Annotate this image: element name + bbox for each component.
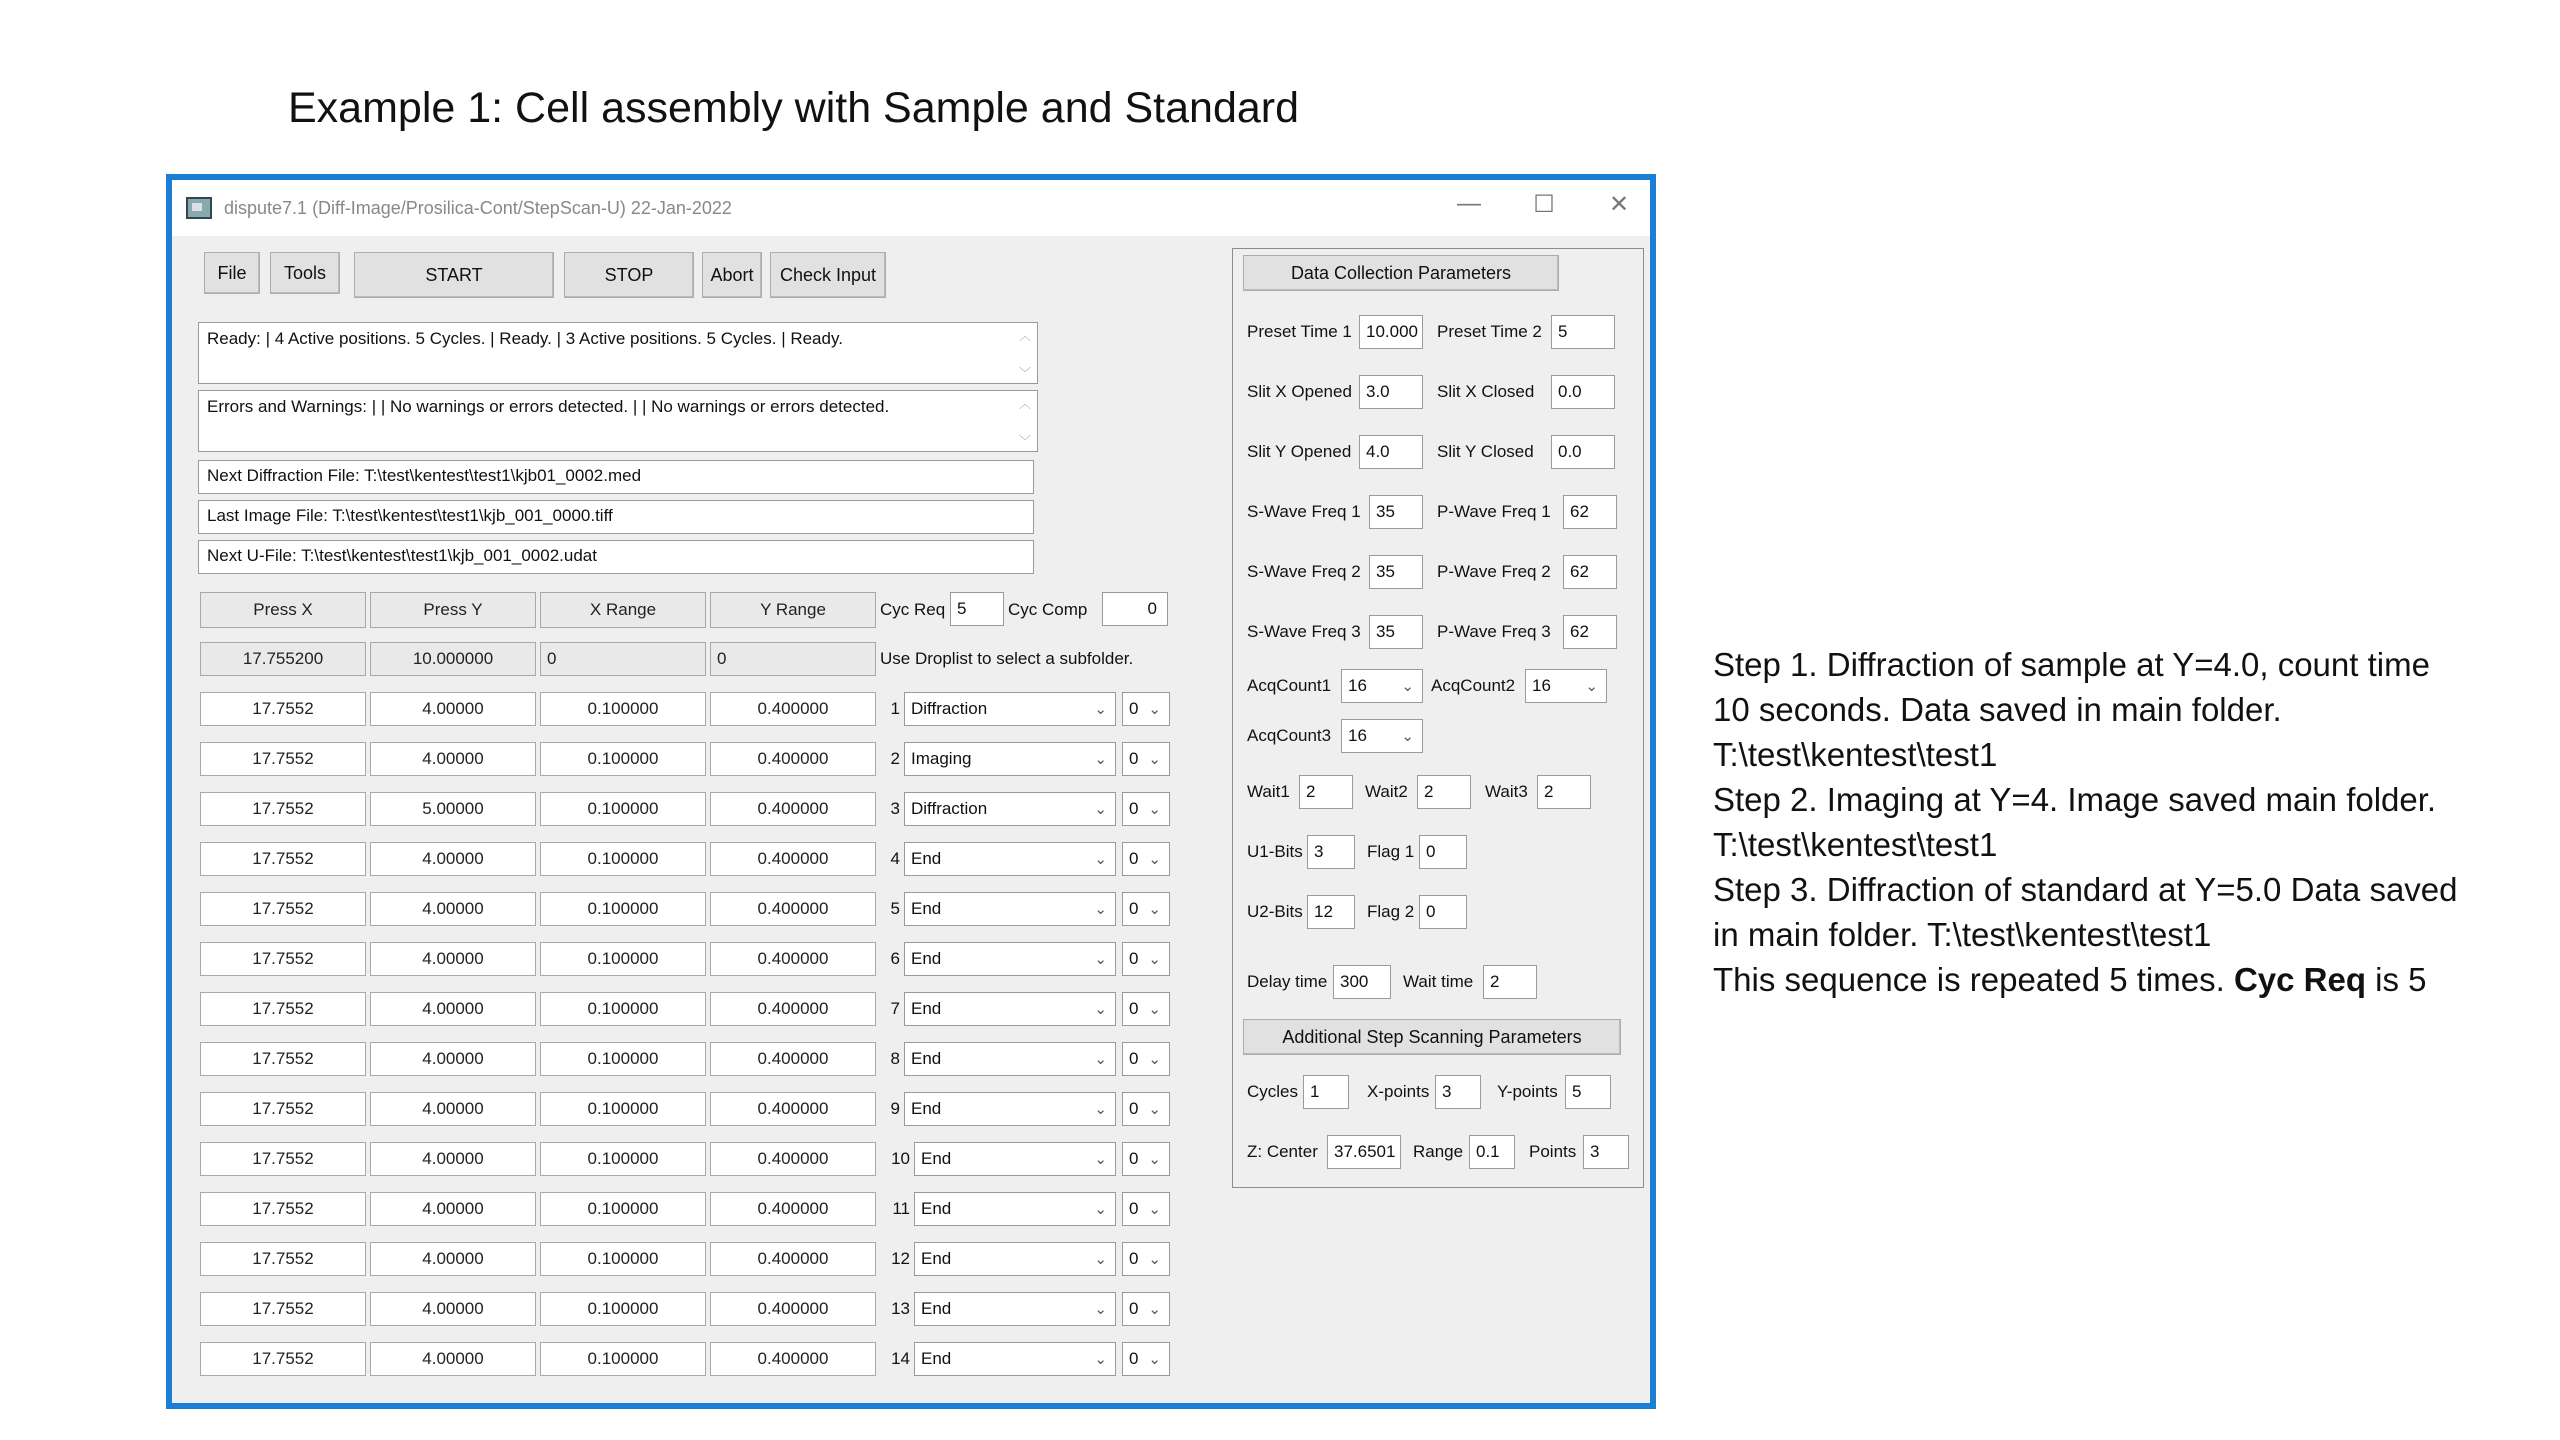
start-button[interactable]: START — [354, 252, 554, 298]
range-label: Range — [1413, 1142, 1464, 1161]
position-number: 1 — [890, 699, 900, 718]
wait1-input[interactable]: 2 — [1299, 775, 1353, 809]
chevron-down-icon: ⌄ — [1148, 901, 1161, 918]
mode-value: Diffraction — [911, 699, 988, 718]
chevron-down-icon: ⌄ — [1148, 1251, 1161, 1268]
mode-value: End — [911, 1049, 942, 1068]
press-x-cell[interactable]: 17.7552 — [200, 1242, 366, 1276]
x-points-input[interactable]: 3 — [1435, 1075, 1481, 1109]
x-range-cell[interactable]: 0.100000 — [540, 892, 706, 926]
acq-count-2-select[interactable] — [1525, 669, 1607, 703]
mode-value: End — [921, 1299, 952, 1318]
minimize-icon[interactable]: — — [1457, 190, 1481, 217]
press-y-cell[interactable]: 4.00000 — [370, 692, 536, 726]
p-wave-freq-1-label: P-Wave Freq 1 — [1437, 502, 1551, 521]
subfolder-value: 0 — [1129, 1349, 1139, 1368]
dispute-window — [166, 174, 1656, 1409]
chevron-down-icon: ⌄ — [1148, 1301, 1161, 1318]
cyc-req-label: Cyc Req — [880, 600, 946, 619]
s-wave-freq-2-label: S-Wave Freq 2 — [1247, 562, 1361, 581]
chevron-down-icon: ⌄ — [1094, 1151, 1107, 1168]
range-input[interactable]: 0.1 — [1469, 1135, 1515, 1169]
step-scanning-parameters-button[interactable]: Additional Step Scanning Parameters — [1243, 1019, 1621, 1055]
position-number: 7 — [890, 999, 900, 1018]
position-number: 3 — [890, 799, 900, 818]
subfolder-value: 0 — [1129, 849, 1139, 868]
acq-count-3-select[interactable] — [1341, 719, 1423, 753]
slit-x-opened-label: Slit X Opened — [1247, 382, 1352, 401]
subfolder-select[interactable] — [1122, 842, 1170, 876]
press-x-cell[interactable]: 17.7552 — [200, 1142, 366, 1176]
subfolder-select[interactable] — [1122, 1092, 1170, 1126]
y-range-cell[interactable]: 0.400000 — [710, 742, 876, 776]
header-press-y[interactable]: Press Y — [370, 592, 536, 628]
wait2-label: Wait2 — [1365, 782, 1408, 801]
position-number: 10 — [891, 1149, 910, 1168]
press-x-cell[interactable]: 17.7552 — [200, 842, 366, 876]
slit-x-opened-input[interactable]: 3.0 — [1359, 375, 1423, 409]
flag2-label: Flag 2 — [1367, 902, 1415, 921]
subfolder-select[interactable] — [1122, 1292, 1170, 1326]
position-number: 12 — [891, 1249, 910, 1268]
chevron-down-icon: ⌄ — [1401, 728, 1414, 745]
cycles-label: Cycles — [1247, 1082, 1299, 1101]
mode-value: End — [921, 1199, 952, 1218]
press-y-cell[interactable]: 4.00000 — [370, 742, 536, 776]
p-wave-freq-2-input[interactable]: 62 — [1563, 555, 1617, 589]
chevron-down-icon: ⌄ — [1094, 1351, 1107, 1368]
y-range-cell[interactable]: 0.400000 — [710, 1142, 876, 1176]
slit-y-opened-input[interactable]: 4.0 — [1359, 435, 1423, 469]
chevron-down-icon: ⌄ — [1148, 851, 1161, 868]
subfolder-select[interactable] — [1122, 742, 1170, 776]
subfolder-select[interactable] — [1122, 692, 1170, 726]
subfolder-value: 0 — [1129, 1049, 1139, 1068]
current-press-y: 10.000000 — [370, 642, 536, 676]
subfolder-value: 0 — [1129, 1149, 1139, 1168]
window-titlebar[interactable] — [172, 180, 1650, 236]
p-wave-freq-3-input[interactable]: 62 — [1563, 615, 1617, 649]
press-x-cell[interactable]: 17.7552 — [200, 1092, 366, 1126]
check-input-button[interactable]: Check Input — [770, 252, 886, 298]
current-press-x: 17.755200 — [200, 642, 366, 676]
press-y-cell[interactable]: 5.00000 — [370, 792, 536, 826]
wait-time-input[interactable]: 2 — [1483, 965, 1537, 999]
subfolder-select[interactable] — [1122, 1192, 1170, 1226]
window-title: dispute7.1 (Diff-Image/Prosilica-Cont/StepScan-U) 22-Jan-2022 — [224, 197, 732, 218]
mode-value: End — [921, 1249, 952, 1268]
chevron-down-icon: ⌄ — [1148, 1051, 1161, 1068]
next-diffraction-file: Next Diffraction File: T:\test\kentest\test1\kjb01_0002.med — [198, 460, 1034, 494]
preset-time-2-label: Preset Time 2 — [1437, 322, 1542, 341]
press-y-cell[interactable]: 4.00000 — [370, 1342, 536, 1376]
preset-time-2-input[interactable]: 5 — [1551, 315, 1615, 349]
x-range-cell[interactable]: 0.100000 — [540, 1292, 706, 1326]
press-x-cell[interactable]: 17.7552 — [200, 942, 366, 976]
subfolder-value: 0 — [1129, 699, 1139, 718]
press-x-cell[interactable]: 17.7552 — [200, 1042, 366, 1076]
press-y-cell[interactable]: 4.00000 — [370, 842, 536, 876]
note-line: 10 seconds. Data saved in main folder. — [1713, 691, 2282, 728]
position-number: 2 — [890, 749, 900, 768]
s-wave-freq-3-label: S-Wave Freq 3 — [1247, 622, 1361, 641]
mode-value: End — [911, 949, 942, 968]
x-range-cell[interactable]: 0.100000 — [540, 742, 706, 776]
p-wave-freq-1-input[interactable]: 62 — [1563, 495, 1617, 529]
subfolder-select[interactable] — [1122, 1342, 1170, 1376]
chevron-down-icon: ⌄ — [1094, 951, 1107, 968]
ready-status-text: Ready: | 4 Active positions. 5 Cycles. | Ready. | 3 Active positions. 5 Cycles. | Ready. — [207, 329, 843, 348]
note-line: Step 3. Diffraction of standard at Y=5.0 Data saved — [1713, 871, 2458, 908]
press-x-cell[interactable]: 17.7552 — [200, 692, 366, 726]
ready-status[interactable] — [198, 322, 1038, 384]
scroll-down-icon[interactable]: ﹀ — [1018, 434, 1031, 448]
scroll-up-icon[interactable]: ︿ — [1018, 329, 1031, 343]
subfolder-value: 0 — [1129, 799, 1139, 818]
note-line: T:\test\kentest\test1 — [1713, 826, 1998, 863]
tools-button[interactable]: Tools — [270, 252, 340, 294]
x-range-cell[interactable]: 0.100000 — [540, 1342, 706, 1376]
subfolder-value: 0 — [1129, 1299, 1139, 1318]
x-range-cell[interactable]: 0.100000 — [540, 1042, 706, 1076]
y-points-label: Y-points — [1497, 1082, 1558, 1101]
z-center-input[interactable]: 37.6501 — [1327, 1135, 1401, 1169]
press-x-cell[interactable]: 17.7552 — [200, 792, 366, 826]
mode-value: End — [921, 1349, 952, 1368]
cyc-comp-label: Cyc Comp — [1008, 600, 1088, 619]
press-x-cell[interactable]: 17.7552 — [200, 1342, 366, 1376]
chevron-down-icon: ⌄ — [1148, 1001, 1161, 1018]
press-y-cell[interactable]: 4.00000 — [370, 942, 536, 976]
position-number: 14 — [891, 1349, 910, 1368]
acq-count-3-label: AcqCount3 — [1247, 726, 1332, 745]
x-range-cell[interactable]: 0.100000 — [540, 692, 706, 726]
next-u-file: Next U-File: T:\test\kentest\test1\kjb_001_0002.udat — [198, 540, 1034, 574]
chevron-down-icon: ⌄ — [1401, 678, 1414, 695]
y-range-cell[interactable]: 0.400000 — [710, 1242, 876, 1276]
subfolder-value: 0 — [1129, 1249, 1139, 1268]
u1-bits-input[interactable]: 3 — [1307, 835, 1355, 869]
s-wave-freq-1-input[interactable]: 35 — [1369, 495, 1423, 529]
cyc-comp-input[interactable]: 0 — [1102, 592, 1168, 626]
acq-count-2-label: AcqCount2 — [1431, 676, 1516, 695]
y-range-cell[interactable]: 0.400000 — [710, 1292, 876, 1326]
acq-count-1-select[interactable] — [1341, 669, 1423, 703]
u2-bits-label: U2-Bits — [1247, 902, 1303, 921]
position-number: 9 — [890, 1099, 900, 1118]
chevron-down-icon: ⌄ — [1094, 751, 1107, 768]
mode-select[interactable] — [904, 1092, 1116, 1126]
chevron-down-icon: ⌄ — [1148, 951, 1161, 968]
scroll-down-icon[interactable]: ﹀ — [1018, 366, 1031, 380]
mode-select[interactable] — [914, 1292, 1116, 1326]
subfolder-value: 0 — [1129, 1099, 1139, 1118]
y-range-cell[interactable]: 0.400000 — [710, 1042, 876, 1076]
press-y-cell[interactable]: 4.00000 — [370, 1142, 536, 1176]
points-label: Points — [1529, 1142, 1577, 1161]
y-range-cell[interactable]: 0.400000 — [710, 842, 876, 876]
chevron-down-icon: ⌄ — [1148, 701, 1161, 718]
x-range-cell[interactable]: 0.100000 — [540, 1242, 706, 1276]
acq-count-1-value: 16 — [1348, 676, 1367, 695]
mode-value: End — [911, 1099, 942, 1118]
note-suffix: is 5 — [2366, 961, 2427, 998]
subfolder-select[interactable] — [1122, 1042, 1170, 1076]
x-range-cell[interactable]: 0.100000 — [540, 1192, 706, 1226]
x-range-cell[interactable]: 0.100000 — [540, 1092, 706, 1126]
note-line: in main folder. T:\test\kentest\test1 — [1713, 916, 2212, 953]
note-line: Step 1. Diffraction of sample at Y=4.0, count time — [1713, 646, 2430, 683]
slit-x-closed-label: Slit X Closed — [1437, 382, 1535, 401]
mode-select[interactable] — [914, 1192, 1116, 1226]
subfolder-value: 0 — [1129, 949, 1139, 968]
mode-value: End — [911, 899, 942, 918]
mode-value: End — [911, 999, 942, 1018]
x-range-cell[interactable]: 0.100000 — [540, 942, 706, 976]
mode-value: End — [911, 849, 942, 868]
file-button[interactable]: File — [204, 252, 260, 294]
slit-x-closed-input[interactable]: 0.0 — [1551, 375, 1615, 409]
press-x-cell[interactable]: 17.7552 — [200, 892, 366, 926]
y-range-cell[interactable]: 0.400000 — [710, 1192, 876, 1226]
y-range-cell[interactable]: 0.400000 — [710, 792, 876, 826]
position-number: 13 — [891, 1299, 910, 1318]
delay-time-label: Delay time — [1247, 972, 1328, 991]
y-range-cell[interactable]: 0.400000 — [710, 892, 876, 926]
note-line-last — [1713, 957, 2533, 1002]
chevron-down-icon: ⌄ — [1148, 751, 1161, 768]
acq-count-1-label: AcqCount1 — [1247, 676, 1332, 695]
press-y-cell[interactable]: 4.00000 — [370, 992, 536, 1026]
position-number: 8 — [890, 1049, 900, 1068]
x-points-label: X-points — [1367, 1082, 1430, 1101]
mode-select[interactable] — [904, 1042, 1116, 1076]
p-wave-freq-2-label: P-Wave Freq 2 — [1437, 562, 1551, 581]
press-x-cell[interactable]: 17.7552 — [200, 742, 366, 776]
cycles-input[interactable]: 1 — [1303, 1075, 1349, 1109]
press-x-cell[interactable]: 17.7552 — [200, 992, 366, 1026]
scroll-up-icon[interactable]: ︿ — [1018, 397, 1031, 411]
close-icon[interactable]: ✕ — [1608, 191, 1630, 218]
flag1-input[interactable]: 0 — [1419, 835, 1467, 869]
last-image-file: Last Image File: T:\test\kentest\test1\kjb_001_0000.tiff — [198, 500, 1034, 534]
chevron-down-icon: ⌄ — [1148, 1351, 1161, 1368]
s-wave-freq-2-input[interactable]: 35 — [1369, 555, 1423, 589]
chevron-down-icon: ⌄ — [1148, 1101, 1161, 1118]
chevron-down-icon: ⌄ — [1148, 1201, 1161, 1218]
chevron-down-icon: ⌄ — [1094, 1301, 1107, 1318]
note-line: Step 2. Imaging at Y=4. Image saved main folder. — [1713, 781, 2437, 818]
points-input[interactable]: 3 — [1583, 1135, 1629, 1169]
subfolder-select[interactable] — [1122, 1242, 1170, 1276]
press-y-cell[interactable]: 4.00000 — [370, 1042, 536, 1076]
abort-button[interactable]: Abort — [702, 252, 762, 298]
preset-time-1-input[interactable]: 10.000 — [1359, 315, 1423, 349]
chevron-down-icon: ⌄ — [1094, 701, 1107, 718]
chevron-down-icon: ⌄ — [1148, 1151, 1161, 1168]
chevron-down-icon: ⌄ — [1094, 1101, 1107, 1118]
mode-select[interactable] — [904, 892, 1116, 926]
app-icon — [186, 197, 212, 219]
mode-select[interactable] — [914, 1142, 1116, 1176]
subfolder-value: 0 — [1129, 749, 1139, 768]
x-range-cell[interactable]: 0.100000 — [540, 1142, 706, 1176]
parameter-panel — [1232, 248, 1644, 1188]
mode-select[interactable] — [904, 792, 1116, 826]
current-x-range: 0 — [540, 642, 706, 676]
slit-y-opened-label: Slit Y Opened — [1247, 442, 1352, 461]
mode-value: Diffraction — [911, 799, 988, 818]
y-range-cell[interactable]: 0.400000 — [710, 992, 876, 1026]
chevron-down-icon: ⌄ — [1094, 1051, 1107, 1068]
maximize-icon[interactable]: ☐ — [1533, 191, 1555, 218]
wait2-input[interactable]: 2 — [1417, 775, 1471, 809]
mode-value: Imaging — [911, 749, 972, 768]
mode-select[interactable] — [904, 692, 1116, 726]
y-range-cell[interactable]: 0.400000 — [710, 1092, 876, 1126]
y-points-input[interactable]: 5 — [1565, 1075, 1611, 1109]
position-number: 4 — [890, 849, 900, 868]
s-wave-freq-3-input[interactable]: 35 — [1369, 615, 1423, 649]
position-number: 6 — [890, 949, 900, 968]
subfolder-select[interactable] — [1122, 942, 1170, 976]
flag2-input[interactable]: 0 — [1419, 895, 1467, 929]
chevron-down-icon: ⌄ — [1585, 678, 1598, 695]
press-y-cell[interactable]: 4.00000 — [370, 1242, 536, 1276]
p-wave-freq-3-label: P-Wave Freq 3 — [1437, 622, 1551, 641]
press-y-cell[interactable]: 4.00000 — [370, 1292, 536, 1326]
mode-select[interactable] — [904, 742, 1116, 776]
mode-select[interactable] — [904, 942, 1116, 976]
x-range-cell[interactable]: 0.100000 — [540, 842, 706, 876]
slit-y-closed-input[interactable]: 0.0 — [1551, 435, 1615, 469]
note-bold: Cyc Req — [2233, 961, 2367, 998]
mode-select[interactable] — [904, 842, 1116, 876]
subfolder-select[interactable] — [1122, 792, 1170, 826]
position-number: 11 — [892, 1199, 910, 1218]
wait3-input[interactable]: 2 — [1537, 775, 1591, 809]
mode-select[interactable] — [904, 992, 1116, 1026]
u1-bits-label: U1-Bits — [1247, 842, 1303, 861]
acq-count-3-value: 16 — [1348, 726, 1367, 745]
slit-y-closed-label: Slit Y Closed — [1437, 442, 1534, 461]
current-y-range: 0 — [710, 642, 876, 676]
chevron-down-icon: ⌄ — [1094, 1251, 1107, 1268]
position-number: 5 — [890, 899, 900, 918]
stop-button[interactable]: STOP — [564, 252, 694, 298]
x-range-cell[interactable]: 0.100000 — [540, 992, 706, 1026]
note-prefix: This sequence is repeated 5 times. — [1713, 961, 2234, 998]
wait-time-label: Wait time — [1403, 972, 1474, 991]
wait1-label: Wait1 — [1247, 782, 1290, 801]
delay-time-input[interactable]: 300 — [1333, 965, 1391, 999]
droplist-hint: Use Droplist to select a subfolder. — [880, 649, 1134, 668]
mode-value: End — [921, 1149, 952, 1168]
chevron-down-icon: ⌄ — [1094, 1001, 1107, 1018]
acq-count-2-value: 16 — [1532, 676, 1551, 695]
mode-select[interactable] — [914, 1342, 1116, 1376]
errors-status-text: Errors and Warnings: | | No warnings or errors detected. | | No warnings or errors detected. — [207, 397, 890, 416]
u2-bits-input[interactable]: 12 — [1307, 895, 1355, 929]
subfolder-value: 0 — [1129, 1199, 1139, 1218]
subfolder-value: 0 — [1129, 999, 1139, 1018]
header-press-x[interactable]: Press X — [200, 592, 366, 628]
note-line: T:\test\kentest\test1 — [1713, 736, 1998, 773]
press-x-cell[interactable]: 17.7552 — [200, 1292, 366, 1326]
subfolder-select[interactable] — [1122, 992, 1170, 1026]
y-range-cell[interactable]: 0.400000 — [710, 942, 876, 976]
y-range-cell[interactable]: 0.400000 — [710, 692, 876, 726]
chevron-down-icon: ⌄ — [1094, 801, 1107, 818]
chevron-down-icon: ⌄ — [1094, 1201, 1107, 1218]
errors-status[interactable] — [198, 390, 1038, 452]
cyc-req-input[interactable]: 5 — [950, 592, 1004, 626]
header-x-range[interactable]: X Range — [540, 592, 706, 628]
x-range-cell[interactable]: 0.100000 — [540, 792, 706, 826]
flag1-label: Flag 1 — [1367, 842, 1415, 861]
chevron-down-icon: ⌄ — [1094, 851, 1107, 868]
wait3-label: Wait3 — [1485, 782, 1528, 801]
subfolder-select[interactable] — [1122, 892, 1170, 926]
instructions-text — [1713, 642, 2533, 1002]
chevron-down-icon: ⌄ — [1094, 901, 1107, 918]
chevron-down-icon: ⌄ — [1148, 801, 1161, 818]
press-y-cell[interactable]: 4.00000 — [370, 892, 536, 926]
press-y-cell[interactable]: 4.00000 — [370, 1092, 536, 1126]
header-y-range[interactable]: Y Range — [710, 592, 876, 628]
y-range-cell[interactable]: 0.400000 — [710, 1342, 876, 1376]
z-center-label: Z: Center — [1247, 1142, 1318, 1161]
press-y-cell[interactable]: 4.00000 — [370, 1192, 536, 1226]
press-x-cell[interactable]: 17.7552 — [200, 1192, 366, 1226]
preset-time-1-label: Preset Time 1 — [1247, 322, 1352, 341]
mode-select[interactable] — [914, 1242, 1116, 1276]
s-wave-freq-1-label: S-Wave Freq 1 — [1247, 502, 1361, 521]
subfolder-value: 0 — [1129, 899, 1139, 918]
data-collection-parameters-button[interactable]: Data Collection Parameters — [1243, 255, 1559, 291]
subfolder-select[interactable] — [1122, 1142, 1170, 1176]
slide-title: Example 1: Cell assembly with Sample and Standard — [288, 84, 1300, 132]
window-client — [172, 236, 1650, 1403]
